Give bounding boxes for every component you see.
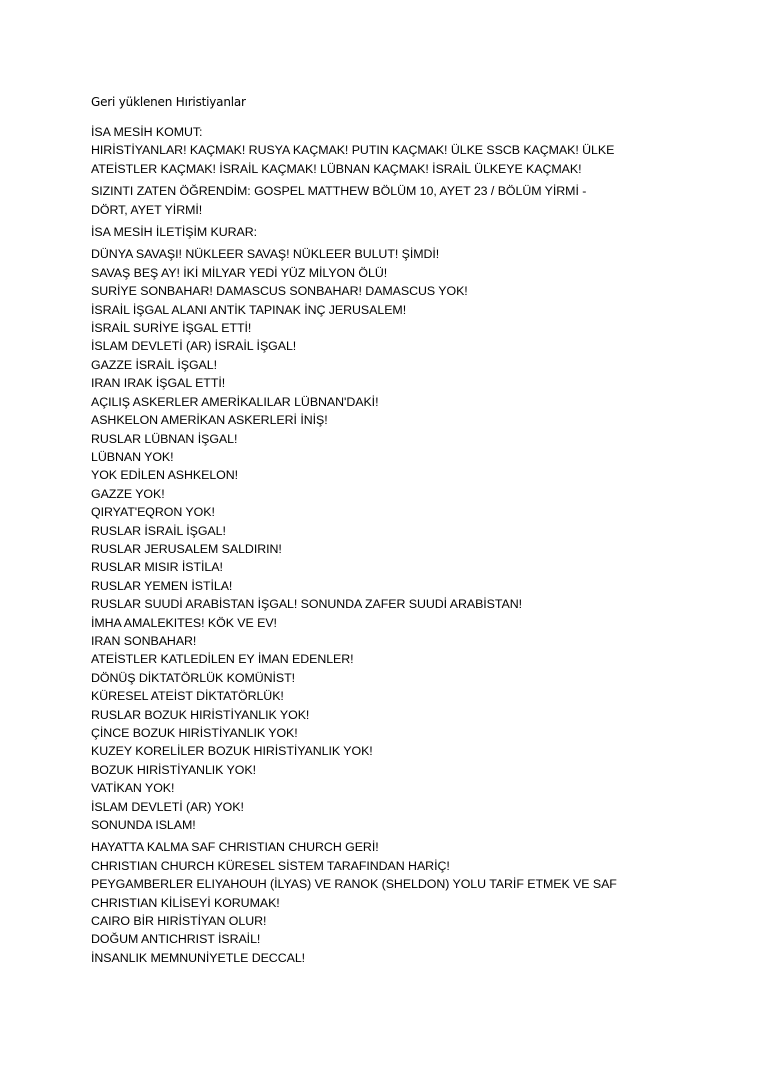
text-line: RUSLAR BOZUK HIRİSTİYANLIK YOK! xyxy=(91,707,310,722)
text-line: DOĞUM ANTICHRIST İSRAİL! xyxy=(91,932,261,947)
paragraph xyxy=(91,123,691,178)
text-line: SIZINTI ZATEN ÖĞRENDİM: GOSPEL MATTHEW BÖLÜM 10, AYET 23 / BÖLÜM YİRMİ - xyxy=(91,184,587,199)
paragraph xyxy=(91,245,691,834)
text-line: KÜRESEL ATEİST DİKTATÖRLÜK! xyxy=(91,689,284,704)
text-line: RUSLAR SUUDİ ARABİSTAN İŞGAL! SONUNDA ZAFER SUUDİ ARABİSTAN! xyxy=(91,597,522,612)
text-line: SONUNDA ISLAM! xyxy=(91,818,196,833)
text-line: ATEİSTLER KATLEDİLEN EY İMAN EDENLER! xyxy=(91,652,354,667)
text-line: RUSLAR İSRAİL İŞGAL! xyxy=(91,523,226,538)
text-line: ÇİNCE BOZUK HIRİSTİYANLIK YOK! xyxy=(91,726,298,740)
text-line: SURİYE SONBAHAR! DAMASCUS SONBAHAR! DAMASCUS YOK! xyxy=(91,284,468,299)
text-line: RUSLAR YEMEN İSTİLA! xyxy=(91,578,233,593)
text-line: YOK EDİLEN ASHKELON! xyxy=(91,468,239,483)
text-line: AÇILIŞ ASKERLER AMERİKALILAR LÜBNAN'DAKİ! xyxy=(91,394,379,409)
paragraph xyxy=(91,182,691,219)
text-line: İSRAİL SURİYE İŞGAL ETTİ! xyxy=(91,321,252,336)
text-line: VATİKAN YOK! xyxy=(91,781,175,796)
paragraph xyxy=(91,838,691,967)
document-title: Geri yüklenen Hıristiyanlar xyxy=(91,95,246,109)
text-line: İSLAM DEVLETİ (AR) İSRAİL İŞGAL! xyxy=(91,339,297,354)
text-line: ASHKELON AMERİKAN ASKERLERİ İNİŞ! xyxy=(91,413,328,428)
text-line: GAZZE İSRAİL İŞGAL! xyxy=(91,357,217,372)
text-line: HAYATTA KALMA SAF CHRISTIAN CHURCH GERİ! xyxy=(91,840,379,855)
text-line: DÜNYA SAVAŞI! NÜKLEER SAVAŞ! NÜKLEER BULUT! ŞİMDİ! xyxy=(91,247,440,262)
text-line: QIRYAT'EQRON YOK! xyxy=(91,505,215,520)
text-line: CHRISTIAN KİLİSEYİ KORUMAK! xyxy=(91,895,280,910)
text-line: RUSLAR JERUSALEM SALDIRIN! xyxy=(91,541,282,556)
text-line: BOZUK HIRİSTİYANLIK YOK! xyxy=(91,762,256,777)
text-line: HIRİSTİYANLAR! KAÇMAK! RUSYA KAÇMAK! PUTIN KAÇMAK! ÜLKE SSCB KAÇMAK! ÜLKE xyxy=(91,143,615,158)
text-line: İSA MESİH KOMUT: xyxy=(91,125,203,139)
text-line: LÜBNAN YOK! xyxy=(91,449,174,464)
text-line: DÖNÜŞ DİKTATÖRLÜK KOMÜNİST! xyxy=(91,670,296,685)
text-line: İSLAM DEVLETİ (AR) YOK! xyxy=(91,799,244,814)
text-line: GAZZE YOK! xyxy=(91,486,165,501)
text-line: CHRISTIAN CHURCH KÜRESEL SİSTEM TARAFINDAN HARİÇ! xyxy=(91,858,450,873)
text-line: SAVAŞ BEŞ AY! İKİ MİLYAR YEDİ YÜZ MİLYON ÖLÜ! xyxy=(91,265,388,280)
text-line: İSA MESİH İLETİŞİM KURAR: xyxy=(91,225,258,240)
text-line: RUSLAR MISIR İSTİLA! xyxy=(91,560,223,575)
text-line: İMHA AMALEKITES! KÖK VE EV! xyxy=(91,615,277,630)
text-line: CAIRO BİR HIRİSTİYAN OLUR! xyxy=(91,914,267,929)
text-line: İSRAİL İŞGAL ALANI ANTİK TAPINAK İNÇ JERUSALEM! xyxy=(91,302,407,317)
text-line: KUZEY KORELİLER BOZUK HIRİSTİYANLIK YOK! xyxy=(91,744,373,759)
text-line: IRAN SONBAHAR! xyxy=(91,633,197,648)
text-line: DÖRT, AYET YİRMİ! xyxy=(91,202,203,217)
text-line: PEYGAMBERLER ELIYAHOUH (İLYAS) VE RANOK (SHELDON) YOLU TARİF ETMEK VE SAF xyxy=(91,877,617,892)
text-line: RUSLAR LÜBNAN İŞGAL! xyxy=(91,431,238,446)
paragraph xyxy=(91,223,691,241)
text-line: IRAN IRAK İŞGAL ETTİ! xyxy=(91,376,226,391)
document-body xyxy=(91,123,691,971)
text-line: İNSANLIK MEMNUNİYETLE DECCAL! xyxy=(91,950,306,965)
text-line: ATEİSTLER KAÇMAK! İSRAİL KAÇMAK! LÜBNAN KAÇMAK! İSRAİL ÜLKEYE KAÇMAK! xyxy=(91,161,582,176)
